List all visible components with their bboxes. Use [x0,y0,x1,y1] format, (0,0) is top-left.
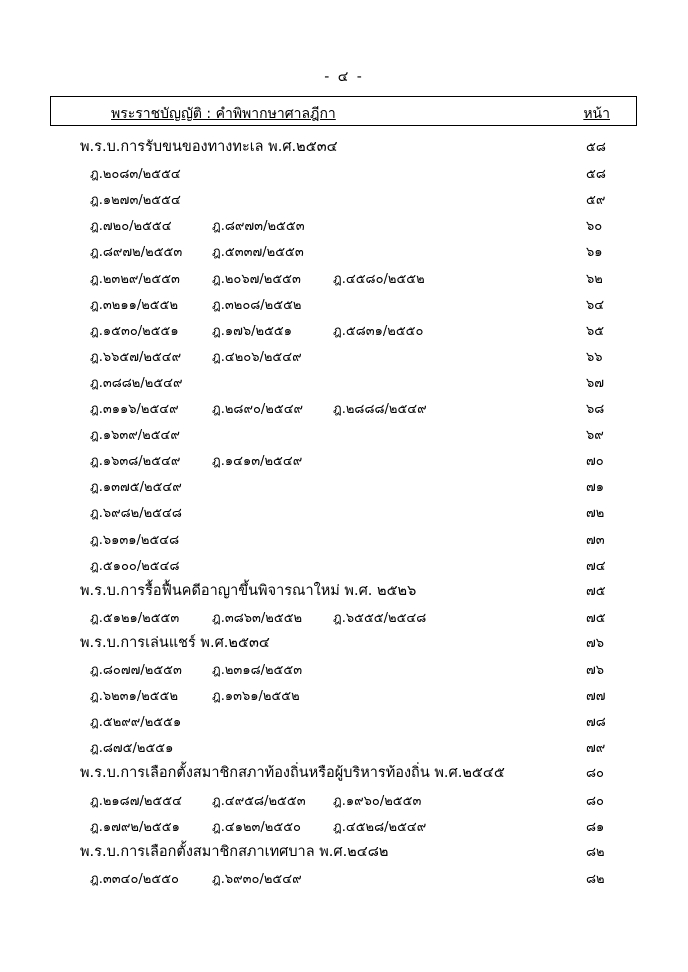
page-reference: ๗๖ [586,663,605,678]
supreme-court-citation: ฎ.๑๖๓๘/๒๕๔๙ [90,454,181,470]
supreme-court-citation: ฎ.๗๒๐/๒๕๕๔ [90,219,172,235]
supreme-court-citation: ฎ.๔๕๒๘/๒๕๔๙ [333,819,427,835]
section-row [0,579,688,605]
section-row [0,761,688,787]
section-row [0,135,688,161]
citation-row [0,866,688,892]
supreme-court-citation: ฎ.๑๓๖๑/๒๕๕๒ [212,689,300,705]
supreme-court-citation: ฎ.๔๑๒๓/๒๕๕๐ [212,819,301,835]
page-reference: ๘๐ [586,793,604,809]
act-title: พ.ร.บ.การเลือกตั้งสมาชิกสภาเทศบาล พ.ศ.๒๔๘๒ [80,843,389,860]
citation-row [0,213,688,239]
supreme-court-citation: ฎ.๒๓๒๙/๒๕๕๓ [90,271,180,287]
supreme-court-citation: ฎ.๒๐๘๓/๒๕๕๔ [90,167,181,183]
supreme-court-citation: ฎ.๖๖๕๗/๒๕๔๙ [90,349,182,365]
citation-row [0,187,688,213]
index-header [50,96,637,126]
supreme-court-citation: ฎ.๑๕๓๐/๒๕๕๑ [90,323,179,339]
citation-row [0,396,688,422]
page-reference: ๖๘ [586,402,605,417]
supreme-court-citation: ฎ.๓๒๑๑/๒๕๕๒ [90,297,179,313]
page-reference: ๕๙ [586,193,606,209]
page-reference: ๖๔ [586,297,605,313]
page-reference: ๗๓ [586,532,605,548]
supreme-court-citation: ฎ.๑๖๓๙/๒๕๔๙ [90,428,180,444]
supreme-court-citation: ฎ.๕๑๒๑/๒๕๕๓ [90,610,180,626]
supreme-court-citation: ฎ.๖๕๕๕/๒๕๔๘ [333,610,427,626]
page-reference: ๘๐ [586,766,604,782]
page-reference: ๖๖ [586,349,603,365]
citation-row [0,448,688,474]
page-reference: ๗๗ [586,689,606,705]
supreme-court-citation: ฎ.๑๗๖/๒๕๕๑ [212,323,293,339]
citation-row [0,553,688,579]
supreme-court-citation: ฎ.๑๔๑๓/๒๕๔๙ [212,454,303,470]
citation-row [0,422,688,448]
supreme-court-citation: ฎ.๕๑๐๐/๒๕๔๘ [90,558,180,574]
page-reference: ๖๑ [586,245,603,261]
supreme-court-citation: ฎ.๓๑๑๖/๒๕๔๙ [90,402,179,417]
citation-row [0,239,688,265]
citation-row [0,683,688,709]
supreme-court-citation: ฎ.๕๓๓๗/๒๕๕๓ [212,245,304,261]
citation-row [0,814,688,840]
citation-row [0,266,688,292]
supreme-court-citation: ฎ.๔๒๐๖/๒๕๔๙ [212,349,302,365]
section-row [0,631,688,657]
page-reference: ๗๖ [586,635,605,651]
citation-row [0,788,688,814]
citation-row [0,161,688,187]
supreme-court-citation: ฎ.๑๒๗๓/๒๕๕๔ [90,193,181,209]
act-title: พ.ร.บ.การเลือกตั้งสมาชิกสภาท้องถิ่นหรือผู้บริหารท้องถิ่น พ.ศ.๒๕๔๕ [80,765,505,782]
citation-row [0,292,688,318]
supreme-court-citation: ฎ.๒๘๘๘/๒๕๔๙ [333,402,427,417]
supreme-court-citation: ฎ.๕๒๙๙/๒๕๕๑ [90,715,182,731]
supreme-court-citation: ฎ.๒๘๙๐/๒๕๔๙ [212,402,304,417]
page-reference: ๗๒ [586,506,605,522]
page-reference: ๘๒ [586,871,605,887]
supreme-court-citation: ฎ.๖๑๓๑/๒๕๔๘ [90,532,180,548]
act-title: พ.ร.บ.การรื้อฟื้นคดีอาญาขึ้นพิจารณาใหม่ พ.ศ. ๒๕๒๖ [80,582,417,599]
supreme-court-citation: ฎ.๕๘๓๑/๒๕๕๐ [333,323,424,339]
page-reference: ๖๗ [586,375,605,391]
page-reference: ๕๘ [586,140,606,155]
supreme-court-citation: ฎ.๑๗๙๒/๒๕๕๑ [90,819,180,835]
page-reference: ๕๘ [586,167,606,183]
supreme-court-citation: ฎ.๔๕๘๐/๒๕๕๒ [333,271,425,287]
supreme-court-citation: ฎ.๘๙๗๒/๒๕๕๓ [90,245,183,261]
supreme-court-citation: ฎ.๘๙๗๓/๒๕๕๓ [212,219,305,235]
page-number-indicator: - ๔ - [324,69,364,85]
supreme-court-citation: ฎ.๖๒๓๑/๒๕๕๒ [90,689,179,705]
citation-row [0,344,688,370]
page-reference: ๗๕ [586,610,606,626]
section-row [0,840,688,866]
supreme-court-citation: ฎ.๓๓๔๐/๒๕๕๐ [90,871,179,887]
page-reference: ๘๑ [586,819,605,835]
page-reference: ๗๕ [586,583,606,599]
supreme-court-citation: ฎ.๑๙๖๐/๒๕๕๓ [333,793,422,809]
supreme-court-citation: ฎ.๓๘๖๓/๒๕๕๒ [212,610,303,626]
supreme-court-citation: ฎ.๓๒๐๘/๒๕๕๒ [212,297,302,313]
citation-row [0,527,688,553]
citation-row [0,657,688,683]
page-reference: ๖๒ [586,271,603,287]
page-reference: ๖๐ [586,219,603,235]
page-reference: ๗๔ [586,558,606,574]
citation-row [0,318,688,344]
page-reference: ๖๙ [586,428,604,444]
citation-row [0,474,688,500]
supreme-court-citation: ฎ.๑๓๗๕/๒๕๔๙ [90,480,182,496]
page-reference: ๘๒ [586,844,605,860]
citation-row [0,735,688,761]
page-reference: ๗๙ [586,741,606,757]
page-reference: ๖๕ [586,323,605,339]
index-header-page-label: หน้า [583,106,610,122]
supreme-court-citation: ฎ.๘๐๗๗/๒๕๕๓ [90,663,182,678]
supreme-court-citation: ฎ.๒๑๘๗/๒๕๕๔ [90,793,182,809]
act-title: พ.ร.บ.การรับขนของทางทะเล พ.ศ.๒๕๓๔ [80,139,338,155]
citation-row [0,500,688,526]
supreme-court-citation: ฎ.๓๘๘๒/๒๕๔๙ [90,375,183,391]
supreme-court-citation: ฎ.๘๗๕/๒๕๕๑ [90,741,174,757]
citation-row [0,605,688,631]
citation-row [0,709,688,735]
index-header-title: พระราชบัญญัติ : คำพิพากษาศาลฎีกา [111,106,336,122]
act-title: พ.ร.บ.การเล่นแชร์ พ.ศ.๒๕๓๔ [80,634,270,651]
supreme-court-citation: ฎ.๔๙๕๘/๒๕๕๓ [212,793,306,809]
page-reference: ๗๑ [586,480,605,496]
supreme-court-citation: ฎ.๒๓๑๘/๒๕๕๓ [212,663,303,678]
supreme-court-citation: ฎ.๖๙๘๒/๒๕๔๘ [90,506,182,522]
page-reference: ๗๐ [586,454,604,470]
citation-row [0,370,688,396]
supreme-court-citation: ฎ.๒๐๖๗/๒๕๕๓ [212,271,301,287]
page-reference: ๗๘ [586,715,606,731]
supreme-court-citation: ฎ.๖๙๓๐/๒๕๔๙ [212,871,302,887]
